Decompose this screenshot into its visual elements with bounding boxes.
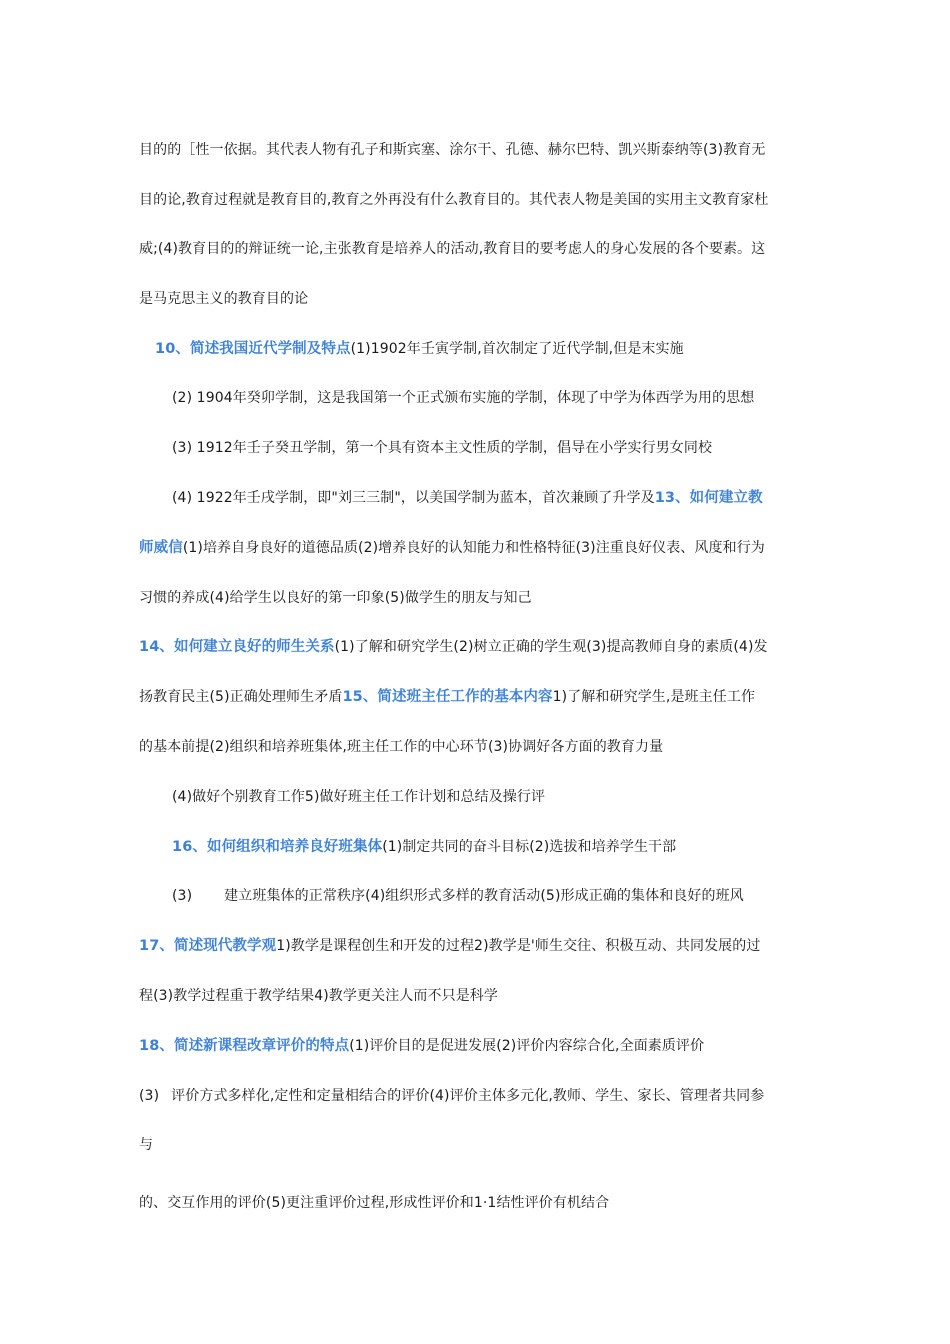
text-line-2 [139,188,819,212]
question-16-line [172,835,819,859]
line-text: (4)做好个别教育工作5)做好班主任工作计划和总结及操行评 [172,789,546,805]
text-line-4 [139,287,819,311]
line-text: 是马克思主义的教育目的论 [139,291,309,307]
text-line-18 [139,984,819,1008]
line-text: 的、交互作用的评价(5)更注重评价过程,形成性评价和1·1结性评价有机结合 [139,1195,610,1211]
line-text: 扬教育民主(5)正确处理师生矛盾 [139,689,343,705]
line-text: 威;(4)教育目的的辩证统一论,主张教育是培养人的活动,教育目的要考虑人的身心发展的各个要素。这 [139,241,766,257]
text-line-22 [139,1191,819,1215]
question-17-line [139,934,819,958]
question-heading: 师威信 [139,540,183,556]
line-text: 建立班集体的正常秩序(4)组织形式多样的教育活动(5)形成正确的集体和良好的班风 [224,888,744,904]
text-line-7 [172,436,819,460]
text-line-3 [139,237,819,261]
line-text: 的基本前提(2)组织和培养班集体,班主任工作的中心环节(3)协调好各方面的教育力量 [139,739,664,755]
line-text: (2) 1904年癸卯学制，这是我国第一个正式颁布实施的学制，体现了中学为体西学为用的思想 [172,390,755,406]
line-text: 与 [139,1137,154,1153]
question-13-line [139,536,819,560]
line-text: (3) 1912年壬子癸丑学制，第一个具有资本主文性质的学制，倡导在小学实行男女同校 [172,440,713,456]
question-heading: 10、简述我国近代学制及特点 [155,341,351,357]
line-text: (4) 1922年壬戌学制，即"刘三三制"，以美国学制为蓝本，首次兼顾了升学及 [172,490,655,506]
question-18-line [139,1034,819,1058]
line-text: (1)制定共同的奋斗目标(2)选拔和培养学生干部 [382,839,677,855]
question-heading: 16、如何组织和培养良好班集体 [172,839,383,855]
question-heading: 14、如何建立良好的师生关系 [139,639,335,655]
question-heading: 17、简述现代教学观 [139,938,277,954]
text-line-14 [172,785,819,809]
question-heading: 15、简述班主任工作的基本内容 [342,689,553,705]
list-number: (3) [139,1088,160,1104]
line-text: 评价方式多样化,定性和定量相结合的评价(4)评价主体多元化,教师、学生、家长、管理者共同参 [171,1088,765,1104]
list-number: (3) [172,888,193,904]
text-line-1 [139,138,819,162]
line-text: (1)了解和研究学生(2)树立正确的学生观(3)提高教师自身的素质(4)发 [334,639,768,655]
line-text: 目的论,教育过程就是教育目的,教育之外再没有什么教育目的。其代表人物是美国的实用主文教育家杜 [139,192,769,208]
text-line-20 [139,1084,819,1108]
question-heading: 13、如何建立教 [654,490,763,506]
line-text: 1)了解和研究学生,是班主任工作 [552,689,756,705]
line-text: (1)培养自身良好的道德品质(2)增养良好的认知能力和性格特征(3)注重良好仪表、风度和行为 [182,540,765,556]
question-15-line [139,685,819,709]
line-text: 程(3)教学过程重于教学结果4)教学更关注人而不只是科学 [139,988,498,1004]
text-line-13 [139,735,819,759]
question-14-line [139,635,819,659]
line-text: 1)教学是课程创生和开发的过程2)教学是'师生交往、积极互动、共同发展的过 [276,938,761,954]
line-text: (1)评价目的是促进发展(2)评价内容综合化,全面素质评价 [349,1038,705,1054]
text-line-6 [172,386,819,410]
question-heading: 18、简述新课程改章评价的特点 [139,1038,350,1054]
text-line-10 [139,586,819,610]
text-line-8 [172,486,819,510]
line-text: 目的的［性一依据。其代表人物有孔子和斯宾塞、涂尔干、孔德、赫尔巴特、凯兴斯泰纳等(3)教育无 [139,142,766,158]
text-line-16 [172,884,819,908]
line-text: (1)1902年壬寅学制,首次制定了近代学制,但是末实施 [350,341,684,357]
text-line-21 [139,1133,819,1157]
question-10-line [155,337,819,361]
line-text: 习惯的养成(4)给学生以良好的第一印象(5)做学生的朋友与知己 [139,590,532,606]
